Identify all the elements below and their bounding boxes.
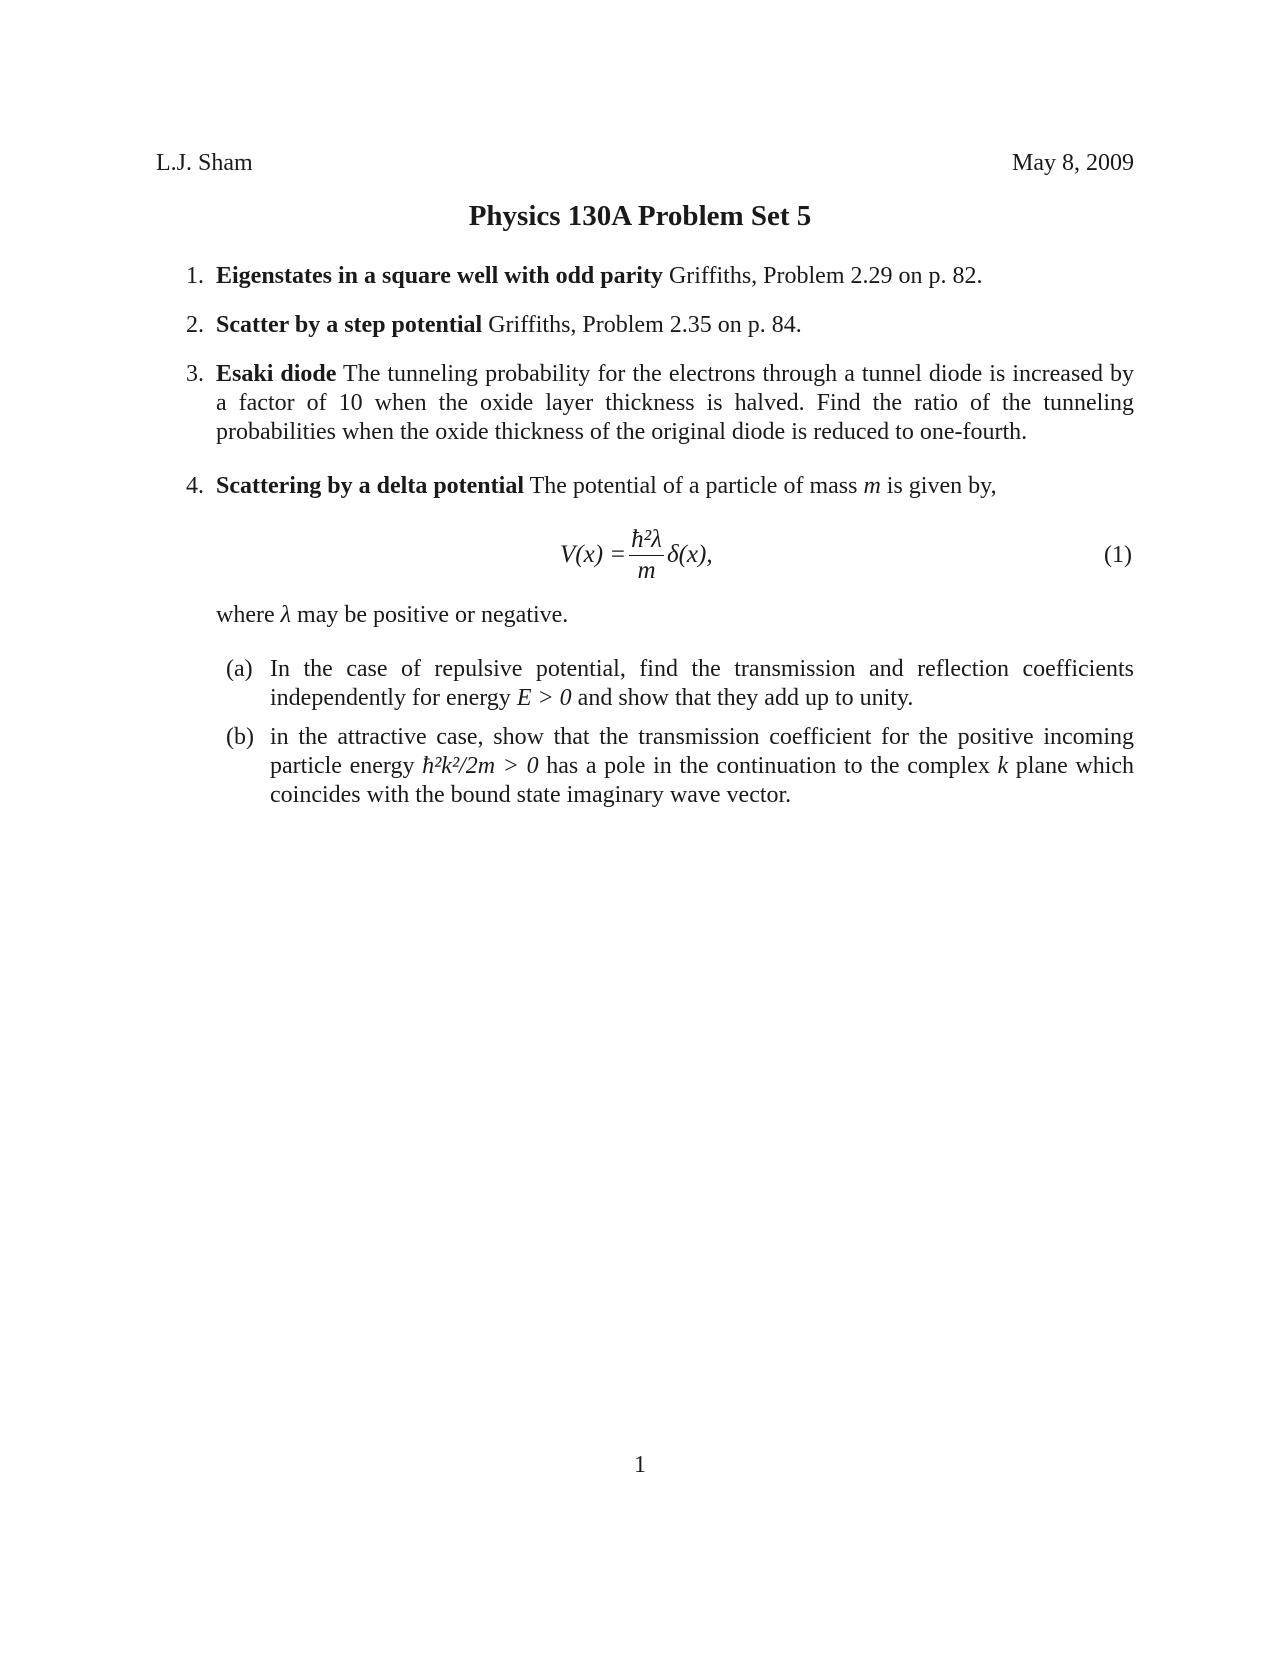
- where-line: [216, 602, 568, 629]
- problem-heading: Scattering by a delta potential: [216, 473, 524, 499]
- problem-number: 4.: [186, 473, 204, 499]
- problem-text: is given by,: [886, 473, 997, 499]
- fraction-numerator: ħ²λ: [629, 525, 664, 556]
- problem-text: The potential of a particle of mass: [529, 473, 858, 499]
- problem-heading: Eigenstates in a square well with odd parity: [216, 263, 663, 289]
- subpart-item: [226, 723, 1134, 810]
- equation-lhs: V(x) =: [560, 541, 627, 568]
- problem-heading: Esaki diode: [216, 361, 337, 387]
- subpart-text: In the case of repulsive potential, find the transmission and reflection coefficients independently for energy: [270, 656, 1134, 711]
- math-variable: m: [863, 473, 881, 499]
- subpart-text: plane which coincides with the bound state imaginary wave vector.: [270, 753, 1135, 808]
- problem-number: 2.: [186, 312, 204, 338]
- problem-item: [186, 472, 1134, 501]
- problem-number: 1.: [186, 263, 204, 289]
- subpart-text: in the attractive case, show that the transmission coefficient for the positive incoming particle energy: [270, 724, 1134, 779]
- subpart-label: (a): [226, 656, 253, 682]
- equation-number: (1): [1104, 542, 1132, 568]
- math-expression: E > 0: [516, 685, 572, 711]
- where-text: where: [216, 602, 275, 628]
- math-variable: k: [997, 753, 1009, 779]
- document-date: May 8, 2009: [1012, 150, 1134, 176]
- problem-text: The tunneling probability for the electrons through a tunnel diode is increased by a factor of 10 when the oxide layer thickness is halved. Find the ratio of the tunneling probabilities when the oxide thickness of the original diode is reduced to one-fourth.: [216, 361, 1134, 445]
- page-title: Physics 130A Problem Set 5: [468, 200, 812, 232]
- equation: [560, 520, 713, 590]
- problem-item: [186, 262, 1134, 291]
- subpart-item: [226, 655, 1134, 713]
- equation-rhs: δ(x),: [666, 541, 713, 568]
- subpart-text: has a pole in the continuation to the complex: [546, 753, 990, 779]
- where-text: may be positive or negative.: [297, 602, 569, 628]
- problem-heading: Scatter by a step potential: [216, 312, 483, 338]
- page-number: 1: [634, 1452, 646, 1478]
- problem-text: Griffiths, Problem 2.35 on p. 84.: [488, 312, 802, 338]
- problem-item: [186, 311, 1134, 340]
- fraction-denominator: m: [637, 556, 656, 584]
- subpart-label: (b): [226, 724, 254, 750]
- subpart-text: and show that they add up to unity.: [577, 685, 914, 711]
- problem-text: Griffiths, Problem 2.29 on p. 82.: [668, 263, 983, 289]
- problem-item: [186, 360, 1134, 447]
- problem-number: 3.: [186, 361, 204, 387]
- author-name: L.J. Sham: [156, 150, 253, 176]
- math-variable: λ: [280, 602, 292, 628]
- equation-fraction: [629, 525, 664, 586]
- math-expression: ħ²k²/2m > 0: [422, 753, 539, 779]
